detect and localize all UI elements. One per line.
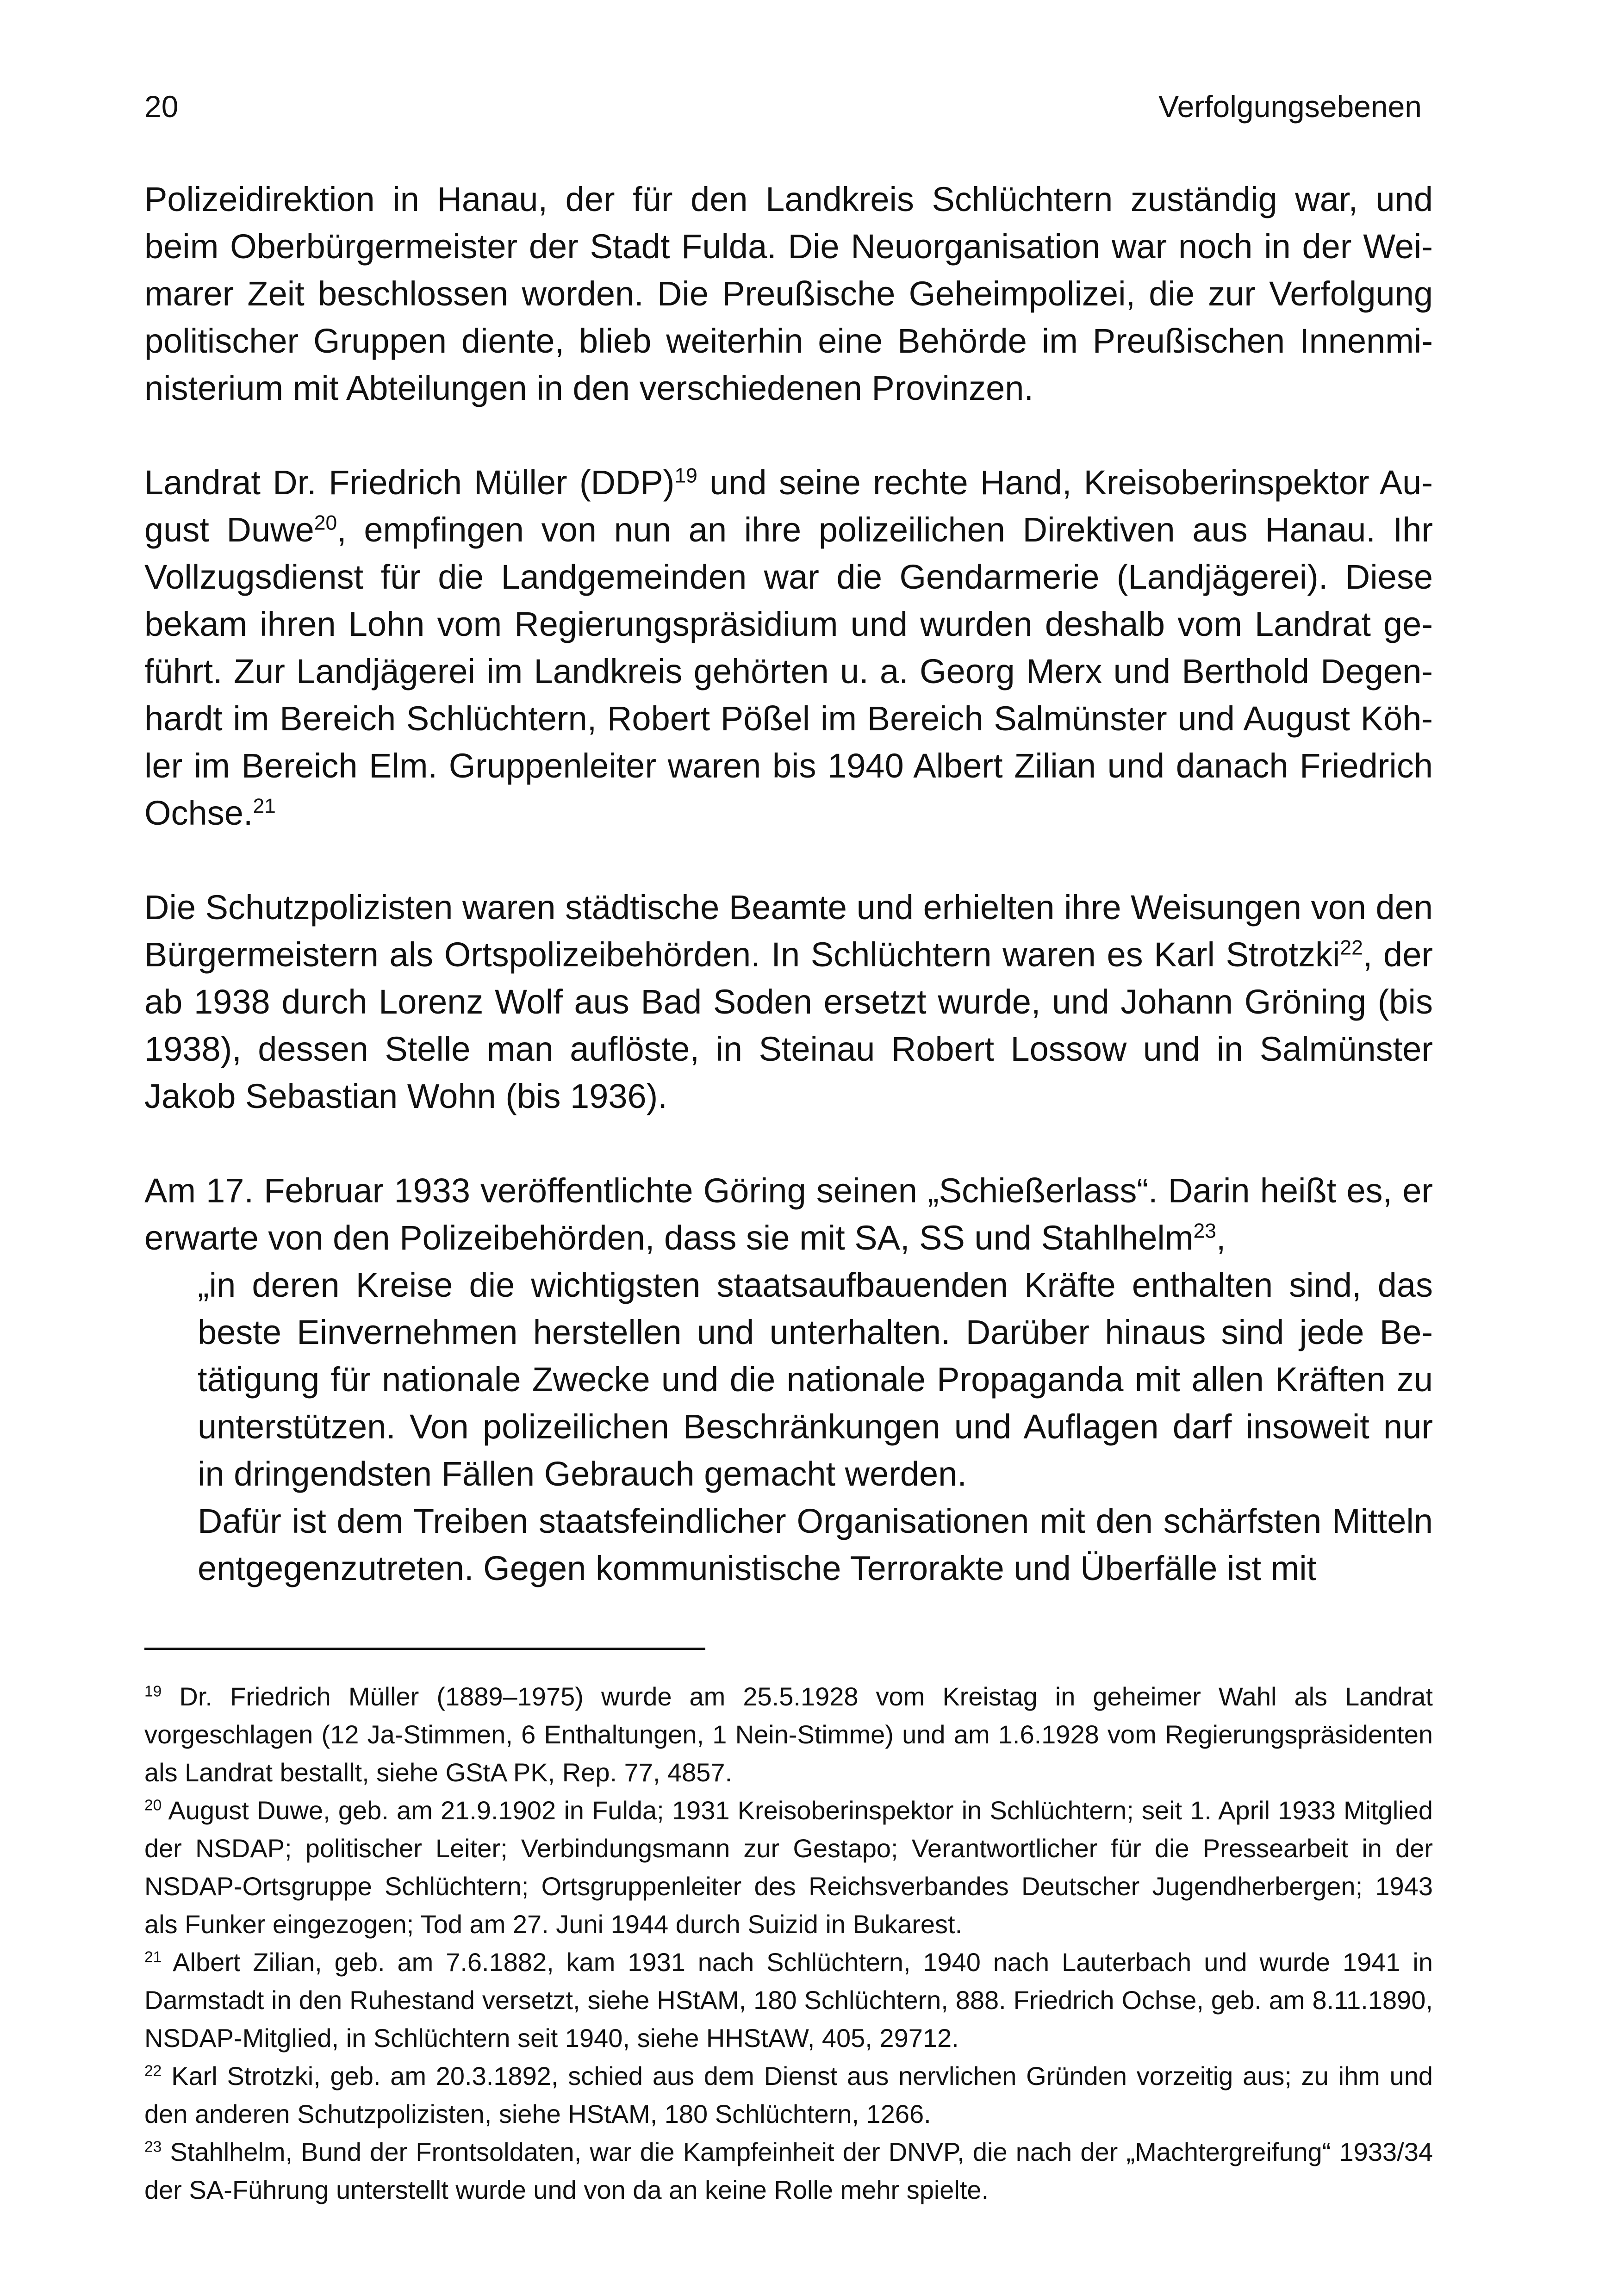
footnote-number: 23 bbox=[144, 2138, 162, 2156]
paragraph-4-text-a: Am 17. Februar 1933 veröffentlichte Göring seinen „Schießerlass“. Darin heißt es, er erwarte von den Polizeibehörden, dass sie mit SA, SS und Stahlhelm bbox=[144, 1171, 1433, 1257]
main-text bbox=[144, 176, 1433, 1592]
footnote-text: Dr. Friedrich Müller (1889–1975) wurde am 25.5.1928 vom Kreistag in geheimer Wahl als Landrat vorgeschlagen (12 Ja-Stimmen, 6 Enthaltungen, 1 Nein-Stimme) und am 1.6.1928 vom Regierungspräsidenten als Landrat bestallt, siehe GStA PK, Rep. 77, 4857. bbox=[144, 1682, 1433, 1787]
footnote-23 bbox=[144, 2133, 1433, 2209]
paragraph-3-text-b: , der ab 1938 durch Lorenz Wolf aus Bad Soden ersetzt wurde, und Johann Gröning (bis 1938), dessen Stelle man auflöste, in Steinau Robert Lossow und in Salmünster Jakob Sebastian Wohn (bis 1936). bbox=[144, 935, 1433, 1115]
footnote-number: 22 bbox=[144, 2062, 162, 2080]
quote-paragraph-2: Dafür ist dem Treiben staatsfeindlicher Organisationen mit den schärfsten Mitteln entgegenzutreten. Gegen kommunistische Terrorakte und Überfälle ist mit bbox=[198, 1502, 1433, 1587]
footnote-ref-23[interactable]: 23 bbox=[1193, 1220, 1216, 1243]
block-quote bbox=[198, 1262, 1433, 1592]
footnote-21 bbox=[144, 1943, 1433, 2057]
footnote-ref-19[interactable]: 19 bbox=[674, 464, 697, 487]
footnote-ref-21[interactable]: 21 bbox=[253, 795, 276, 818]
footnote-number: 20 bbox=[144, 1797, 162, 1814]
footnote-text: August Duwe, geb. am 21.9.1902 in Fulda; 1931 Kreisoberinspektor in Schlüchtern; seit 1. April 1933 Mitglied der NSDAP; politischer Leiter; Verbindungsmann zur Gestapo; Verantwortlicher für die Pressearbeit in der NSDAP-Ortsgruppe Schlüchtern; Ortsgruppenleiter des Reichsverbandes Deutscher Jugendherbergen; 1943 als Funker eingezogen; Tod am 27. Juni 1944 durch Suizid in Bukarest. bbox=[144, 1796, 1433, 1939]
footnote-20 bbox=[144, 1792, 1433, 1943]
paragraph-4-text-b: , bbox=[1216, 1219, 1226, 1257]
quote-paragraph-1: „in deren Kreise die wichtigsten staatsaufbauenden Kräfte enthalten sind, das beste Einvernehmen herstellen und unterhalten. Darüber hinaus sind jede Betätigung für nationale Zwecke und die nationale Propaganda mit allen Kräften zu unterstützen. Von polizeilichen Beschränkungen und Auflagen darf insoweit nur in dringendsten Fällen Gebrauch gemacht werden. bbox=[198, 1266, 1433, 1493]
footnotes bbox=[144, 1678, 1433, 2209]
paragraph-3-text-a: Die Schutzpolizisten waren städtische Beamte und erhielten ihre Weisungen von den Bürgermeistern als Ortspolizeibehörden. In Schlüchtern waren es Karl Strotzki bbox=[144, 888, 1433, 974]
running-header bbox=[144, 83, 1422, 130]
running-title: Verfolgungsebenen bbox=[1158, 89, 1422, 124]
footnote-text: Albert Zilian, geb. am 7.6.1882, kam 1931 nach Schlüchtern, 1940 nach Lauterbach und wurde 1941 in Darmstadt in den Ruhestand versetzt, siehe HStAM, 180 Schlüchtern, 888. Friedrich Ochse, geb. am 8.11.1890, NSDAP-Mitglied, in Schlüchtern seit 1940, siehe HHStAW, 405, 29712. bbox=[144, 1948, 1433, 2053]
footnote-number: 19 bbox=[144, 1683, 162, 1700]
footnote-ref-22[interactable]: 22 bbox=[1340, 936, 1363, 959]
paragraph-2-text-a: Landrat Dr. Friedrich Müller (DDP) bbox=[144, 463, 675, 502]
footnote-19 bbox=[144, 1678, 1433, 1792]
footnote-22 bbox=[144, 2057, 1433, 2133]
paragraph-2 bbox=[144, 459, 1433, 837]
paragraph-3 bbox=[144, 884, 1433, 1120]
page-number: 20 bbox=[144, 89, 179, 124]
paragraph-2-text-b: und seine rechte Hand, Kreisoberinspektor August Duwe bbox=[144, 463, 1433, 549]
footnote-text: Karl Strotzki, geb. am 20.3.1892, schied aus dem Dienst aus nervlichen Gründen vorzeitig aus; zu ihm und den anderen Schutzpolizisten, siehe HStAM, 180 Schlüchtern, 1266. bbox=[144, 2061, 1433, 2128]
footnote-divider bbox=[144, 1648, 705, 1650]
paragraph-4 bbox=[144, 1167, 1433, 1262]
footnote-ref-20[interactable]: 20 bbox=[314, 511, 337, 535]
paragraph-1: Polizeidirektion in Hanau, der für den Landkreis Schlüchtern zuständig war, und beim Oberbürgermeister der Stadt Fulda. Die Neuorganisation war noch in der Weimarer Zeit beschlossen worden. Die Preußische Geheimpolizei, die zur Verfolgung politischer Gruppen diente, blieb weiterhin eine Behörde im Preußischen Innenministerium mit Abteilungen in den verschiedenen Provinzen. bbox=[144, 180, 1433, 407]
paragraph-2-text-c: , empfingen von nun an ihre polizeilichen Direktiven aus Hanau. Ihr Vollzugsdienst für die Landgemeinden war die Gendarmerie (Landjägerei). Diese bekam ihren Lohn vom Regierungspräsidium und wurden deshalb vom Landrat geführt. Zur Landjägerei im Landkreis gehörten u. a. Georg Merx und Berthold Degenhardt im Bereich Schlüchtern, Robert Pößel im Bereich Salmünster und August Köhler im Bereich Elm. Gruppenleiter waren bis 1940 Albert Zilian und danach Friedrich Ochse. bbox=[144, 510, 1433, 832]
footnote-text: Stahlhelm, Bund der Frontsoldaten, war die Kampfeinheit der DNVP, die nach der „Machtergreifung“ 1933/34 der SA-Führung unterstellt wurde und von da an keine Rolle mehr spielte. bbox=[144, 2137, 1433, 2204]
footnote-number: 21 bbox=[144, 1948, 162, 1966]
